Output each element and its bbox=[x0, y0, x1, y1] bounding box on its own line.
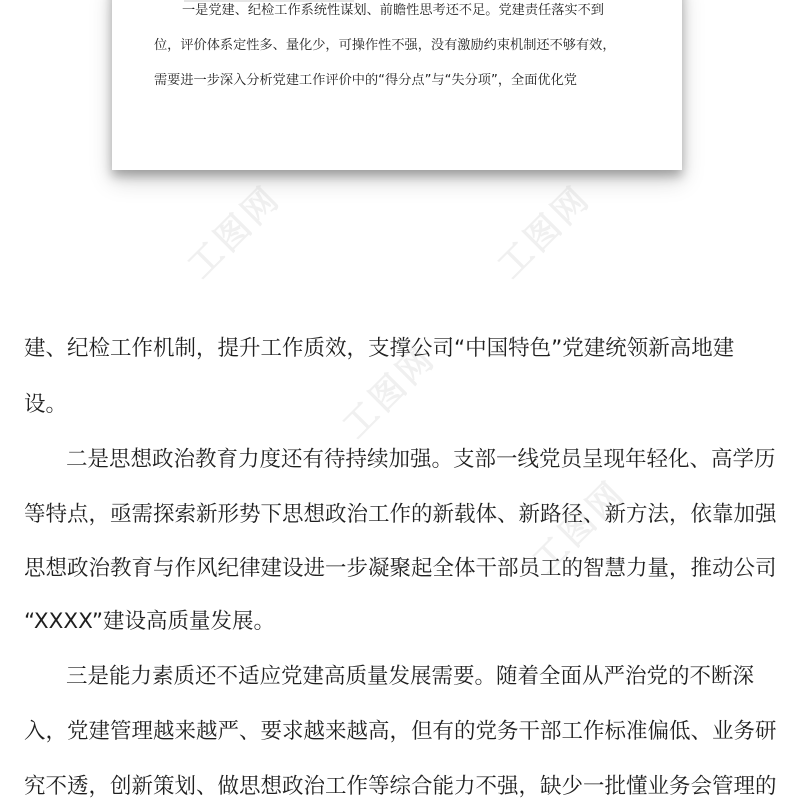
body-text-line: 入，党建管理越来越严、要求越来越高，但有的党务干部工作标准偏低、业务研 bbox=[24, 719, 777, 744]
watermark: 工图网 bbox=[335, 337, 444, 447]
card-text-line: 位，评价体系定性多、量化少，可操作性不强，没有激励约束机制还不够有效， bbox=[154, 38, 616, 53]
body-text-line: “XXXX”建设高质量发展。 bbox=[24, 609, 276, 634]
page-preview-card bbox=[112, 0, 682, 170]
body-text-line: 设。 bbox=[24, 392, 68, 417]
paragraph-start: 三是能力素质还不适应党建高质量发展需要。随着全面从严治党的不断深 bbox=[66, 664, 755, 689]
body-text-line: 等特点，亟需探索新形势下思想政治工作的新载体、新路径、新方法，依靠加强 bbox=[24, 502, 777, 527]
paragraph-start: 二是思想政治教育力度还有待持续加强。支部一线党员呈现年轻化、高学历 bbox=[66, 447, 776, 472]
card-text-line: 需要进一步深入分析党建工作评价中的“得分点”与“失分项”，全面优化党 bbox=[154, 73, 577, 88]
watermark: 工图网 bbox=[490, 177, 599, 287]
watermark: 工图网 bbox=[525, 472, 634, 582]
body-text-line: 思想政治教育与作风纪律建设进一步凝聚起全体干部员工的智慧力量，推动公司 bbox=[24, 556, 777, 581]
body-text-line: 究不透，创新策划、做思想政治工作等综合能力不强，缺少一批懂业务会管理的 bbox=[24, 774, 777, 799]
body-text-line: 建、纪检工作机制，提升工作质效，支撑公司“中国特色”党建统领新高地建 bbox=[24, 336, 735, 361]
card-text-line: 一是党建、纪检工作系统性谋划、前瞻性思考还不足。党建责任落实不到 bbox=[182, 3, 604, 18]
watermark: 工图网 bbox=[180, 177, 289, 287]
